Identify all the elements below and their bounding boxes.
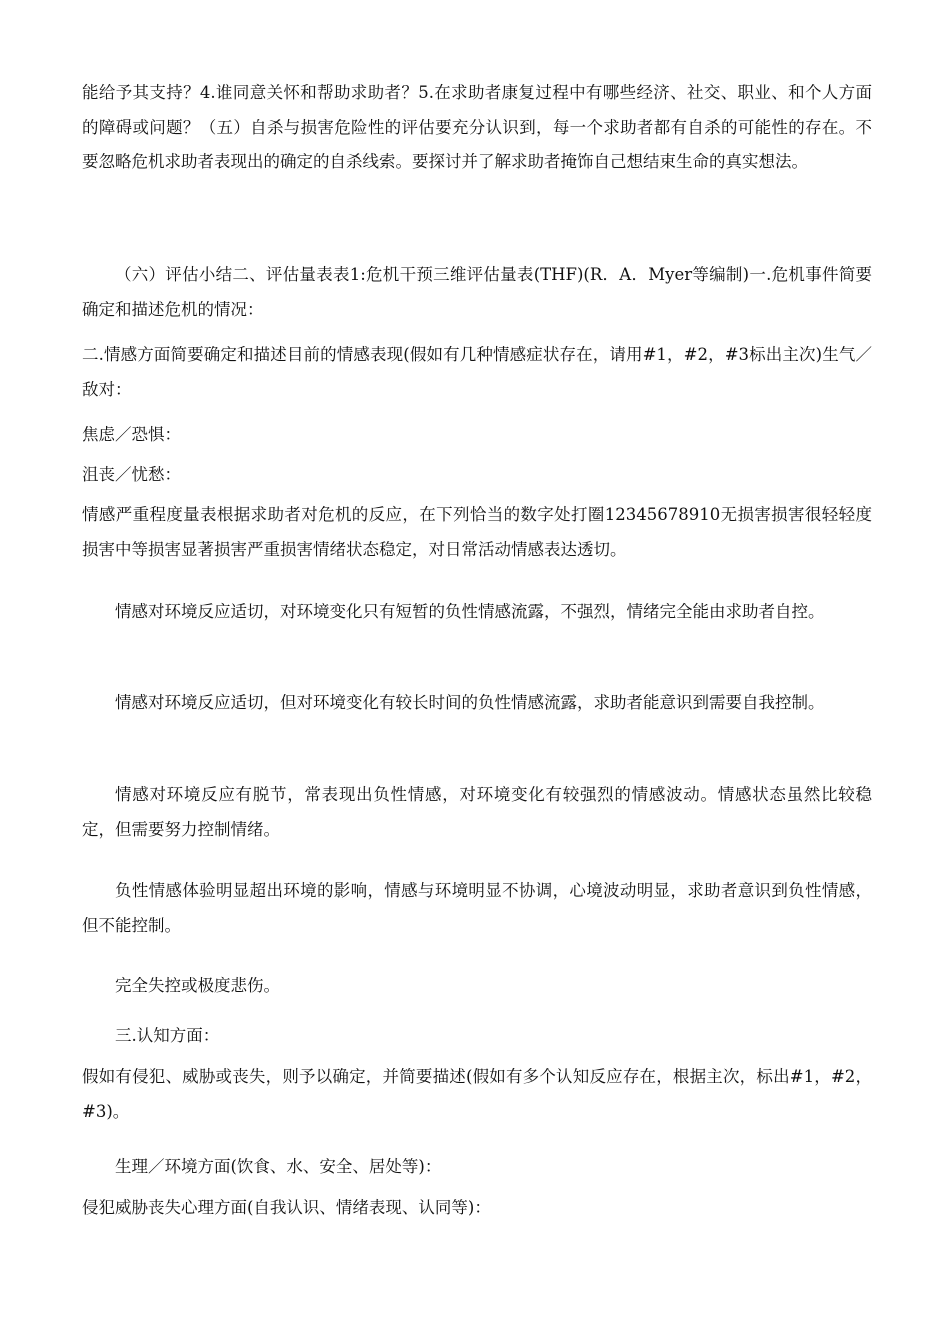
heading-cognitive-section: 三.认知方面：	[115, 1026, 220, 1045]
paragraph-anxiety: 焦虑／恐惧：	[82, 425, 181, 444]
paragraph-scale-level-1: 情感对环境反应适切，对环境变化只有短暂的负性情感流露，不强烈，情绪完全能由求助者自控。	[115, 602, 825, 621]
paragraph-cognitive-description: 假如有侵犯、威胁或丧失，则予以确定，并简要描述(假如有多个认知反应存在，根据主次，标出#1，#2，#3)。	[82, 1067, 872, 1121]
paragraph-scale-level-5: 完全失控或极度悲伤。	[115, 976, 280, 995]
paragraph-scale-level-3: 情感对环境反应有脱节，常表现出负性情感，对环境变化有较强烈的情感波动。情感状态虽然比较稳定，但需要努力控制情绪。	[82, 785, 872, 839]
paragraph-depression: 沮丧／忧愁：	[82, 465, 181, 484]
paragraph-emotional-section: 二.情感方面简要确定和描述目前的情感表现(假如有几种情感症状存在，请用#1，#2，#3标出主次)生气／敌对：	[82, 345, 872, 399]
paragraph-psychological: 侵犯威胁丧失心理方面(自我认识、情绪表现、认同等)：	[82, 1198, 491, 1217]
paragraph-scale-level-4: 负性情感体验明显超出环境的影响，情感与环境明显不协调，心境波动明显，求助者意识到负性情感，但不能控制。	[82, 881, 872, 935]
paragraph-suicide-risk: 能给予其支持？4.谁同意关怀和帮助求助者？5.在求助者康复过程中有哪些经济、社交、职业、和个人方面的障碍或问题？（五）自杀与损害危险性的评估要充分认识到，每一个求助者都有自杀的可能性的存在。不要忽略危机求助者表现出的确定的自杀线索。要探讨并了解求助者掩饰自己想结束生命的真实想法。	[82, 83, 872, 171]
paragraph-assessment-summary: （六）评估小结二、评估量表表1:危机干预三维评估量表(THF)(R．A．Myer等编制)一.危机事件简要确定和描述危机的情况：	[82, 265, 872, 319]
paragraph-severity-scale: 情感严重程度量表根据求助者对危机的反应，在下列恰当的数字处打圈12345678910无损害损害很轻轻度损害中等损害显著损害严重损害情绪状态稳定，对日常活动情感表达透切。	[82, 505, 872, 559]
paragraph-physical-environment: 生理／环境方面(饮食、水、安全、居处等)：	[115, 1157, 442, 1176]
paragraph-scale-level-2: 情感对环境反应适切，但对环境变化有较长时间的负性情感流露，求助者能意识到需要自我控制。	[115, 693, 825, 712]
